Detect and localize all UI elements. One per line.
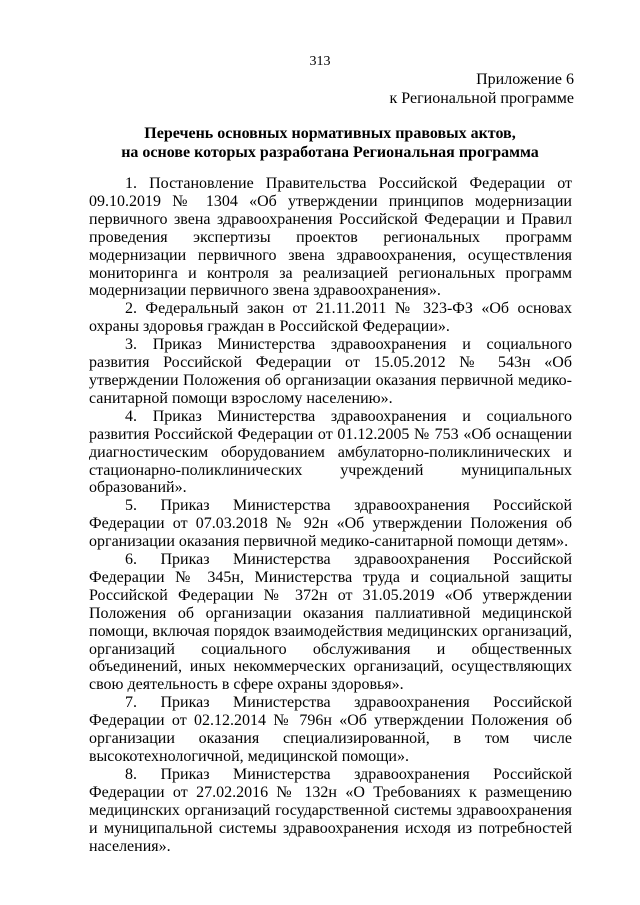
title-line-2: на основе которых разработана Региональная программа	[121, 144, 539, 161]
list-item: 3. Приказ Министерства здравоохранения и социального развития Российской Федерации от 15.05.2012 № 543н «Об утверждении Положения об организации оказания первичной медико-санитарной помощи взрослому населению».	[89, 336, 572, 407]
list-item: 7. Приказ Министерства здравоохранения Российской Федерации от 02.12.2014 № 796н «Об утверждении Положения об организации оказания специализированной, в том числе высокотехнологичной, медицинской помощи».	[89, 694, 572, 765]
regulations-list	[89, 175, 572, 855]
page-number: 313	[309, 54, 331, 69]
list-item: 1. Постановление Правительства Российской Федерации от 09.10.2019 № 1304 «Об утверждении принципов модернизации первичного звена здравоохранения Российской Федерации и Правил проведения экспертизы проектов региональных программ модернизации первичного звена здравоохранения, осуществления мониторинга и контроля за реализацией региональных программ модернизации первичного звена здравоохранения».	[89, 175, 572, 300]
list-item: 8. Приказ Министерства здравоохранения Российской Федерации от 27.02.2016 № 132н «О Требованиях к размещению медицинских организаций государственной системы здравоохранения и муниципальной системы здравоохранения исходя из потребностей населения».	[89, 765, 572, 855]
appendix-label: Приложение 6	[476, 71, 574, 88]
title-line-1: Перечень основных нормативных правовых актов,	[144, 125, 516, 142]
list-item: 6. Приказ Министерства здравоохранения Российской Федерации № 345н, Министерства труда и социальной защиты Российской Федерации № 372н от 31.05.2019 «Об утверждении Положения об организации оказания паллиативной медицинской помощи, включая порядок взаимодействия медицинских организаций, организаций социального обслуживания и общественных объединений, иных некоммерческих организаций, осуществляющих свою деятельность в сфере охраны здоровья».	[89, 551, 572, 694]
list-item: 4. Приказ Министерства здравоохранения и социального развития Российской Федерации от 01.12.2005 № 753 «Об оснащении диагностическим оборудованием амбулаторно-поликлинических и стационарно-поликлинических учреждений муниципальных образований».	[89, 407, 572, 497]
appendix-header	[274, 70, 574, 108]
document-title	[88, 124, 572, 162]
appendix-reference: к Региональной программе	[389, 90, 574, 107]
list-item: 5. Приказ Министерства здравоохранения Российской Федерации от 07.03.2018 № 92н «Об утверждении Положения об организации оказания первичной медико-санитарной помощи детям».	[89, 497, 572, 551]
list-item: 2. Федеральный закон от 21.11.2011 № 323-ФЗ «Об основах охраны здоровья граждан в Российской Федерации».	[89, 300, 572, 336]
